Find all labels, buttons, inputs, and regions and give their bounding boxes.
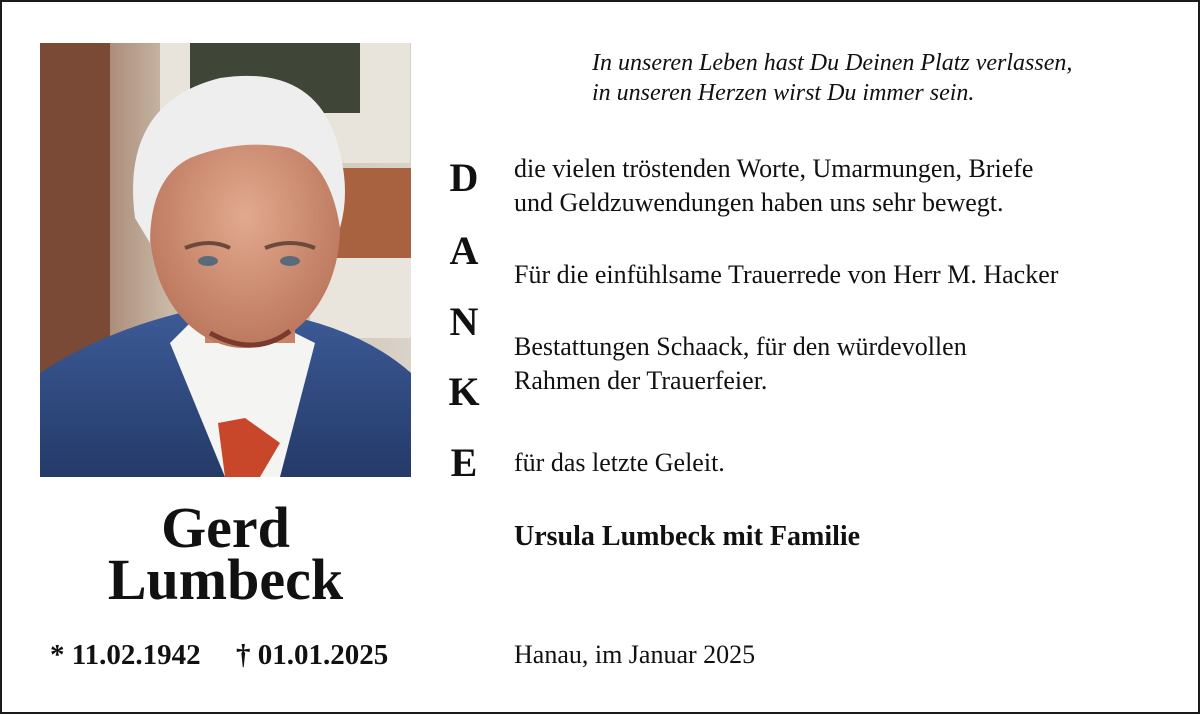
death-date: † 01.01.2025 (236, 639, 389, 671)
thanks-p1-line-2: und Geldzuwendungen haben uns sehr bewegt. (514, 188, 1004, 217)
thanks-paragraph-1 (514, 152, 1184, 220)
place-date: Hanau, im Januar 2025 (514, 640, 756, 669)
quote-line-1: In unseren Leben hast Du Deinen Platz verlassen, (592, 50, 1073, 76)
thanks-p2-line-1: Für die einfühlsame Trauerrede von Herr M. Hacker (514, 260, 1059, 289)
thanks-paragraph-3 (514, 330, 1184, 398)
first-name: Gerd (161, 495, 290, 560)
danke-letter-k: K (448, 369, 480, 414)
portrait-illustration (40, 43, 411, 477)
thanks-p4-line-1: für das letzte Geleit. (514, 448, 725, 477)
thanks-paragraph-2 (514, 258, 1184, 292)
birth-date: * 11.02.1942 (50, 639, 201, 671)
danke-letter-n: N (449, 299, 479, 344)
last-name: Lumbeck (107, 547, 344, 612)
danke-letter-d: D (449, 155, 479, 200)
signature: Ursula Lumbeck mit Familie (514, 521, 861, 552)
thanks-p3-line-2: Rahmen der Trauerfeier. (514, 366, 768, 395)
portrait-photo (40, 43, 411, 477)
deceased-name (40, 495, 411, 612)
thanks-p1-line-1: die vielen tröstenden Worte, Umarmungen, Briefe (514, 154, 1034, 183)
quote-line-2: in unseren Herzen wirst Du immer sein. (592, 80, 975, 106)
memorial-quote (592, 48, 1182, 108)
thanks-p3-line-1: Bestattungen Schaack, für den würdevollen (514, 332, 967, 361)
danke-letter-e: E (450, 440, 478, 485)
danke-letter-a: A (449, 228, 479, 273)
thanks-paragraph-4 (514, 446, 1184, 480)
